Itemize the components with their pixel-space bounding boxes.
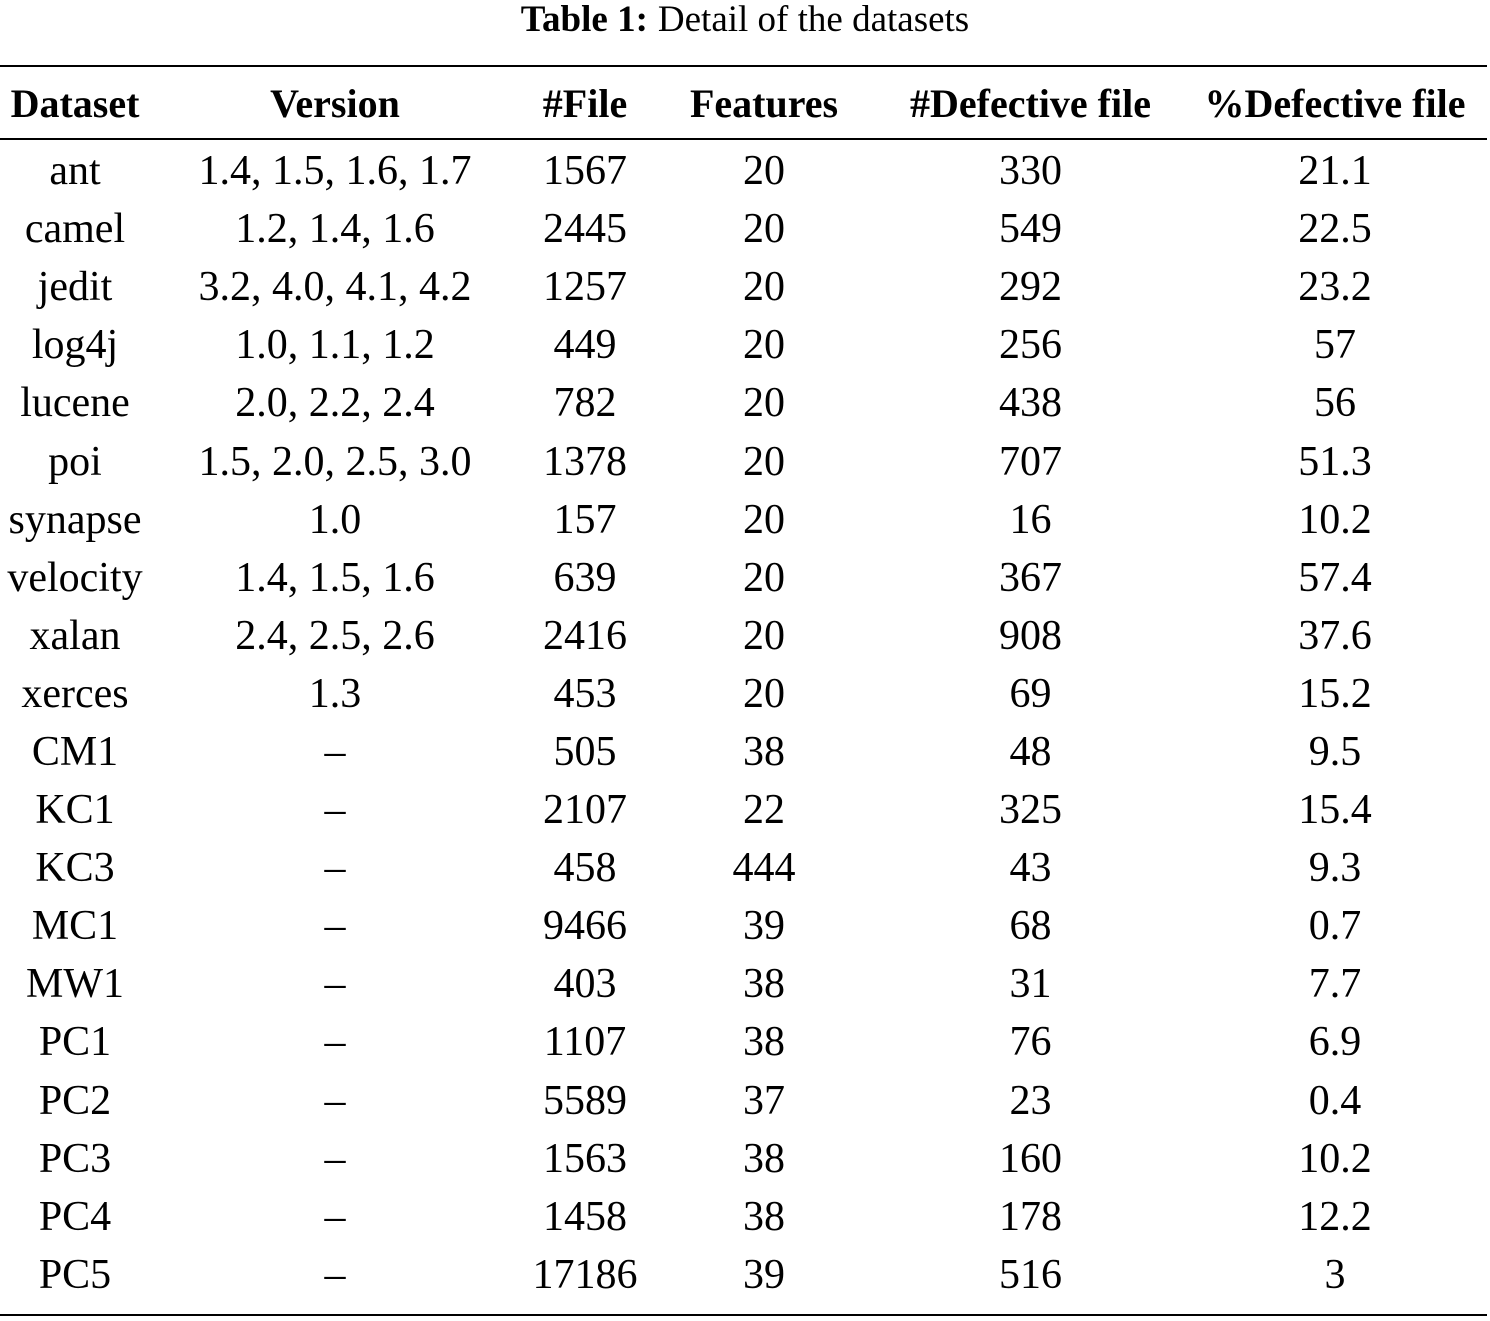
cell-version: – (324, 1251, 346, 1298)
cell-features: 38 (743, 1019, 785, 1066)
cell-version: – (324, 961, 346, 1008)
column-header-dataset: Dataset (10, 80, 140, 126)
cell-dataset: KC3 (35, 845, 115, 892)
cell-dataset: ant (49, 148, 101, 195)
cell-dataset: PC2 (38, 1077, 112, 1124)
cell-dataset: log4j (31, 322, 119, 369)
cell-defective-count: 325 (999, 787, 1062, 834)
cell-defective-count: 43 (1009, 845, 1052, 892)
cell-defective-count: 256 (999, 322, 1062, 369)
table-row (0, 1013, 1487, 1071)
cell-version: 1.4, 1.5, 1.6, 1.7 (198, 148, 472, 195)
cell-file-count: 2107 (543, 787, 627, 834)
cell-file-count: 1378 (543, 438, 627, 485)
cell-file-count: 1458 (543, 1193, 627, 1240)
cell-file-count: 453 (553, 670, 617, 717)
cell-features: 20 (743, 554, 785, 601)
cell-defective-count: 330 (999, 148, 1062, 195)
cell-features: 20 (743, 322, 785, 369)
cell-defective-count: 908 (999, 612, 1062, 659)
cell-file-count: 505 (553, 728, 617, 775)
cell-defective-percent: 10.2 (1298, 496, 1372, 543)
cell-features: 444 (732, 845, 796, 892)
table-row (0, 316, 1487, 374)
cell-dataset: PC3 (38, 1135, 112, 1182)
cell-defective-count: 48 (1009, 728, 1052, 775)
cell-dataset: PC1 (38, 1019, 112, 1066)
cell-version: – (324, 728, 346, 775)
cell-defective-percent: 9.5 (1308, 728, 1362, 775)
cell-dataset: lucene (20, 380, 130, 427)
cell-features: 20 (743, 670, 785, 717)
cell-defective-count: 178 (999, 1193, 1062, 1240)
table-body (0, 138, 1487, 1304)
cell-file-count: 403 (553, 961, 617, 1008)
cell-defective-percent: 56 (1314, 380, 1356, 427)
table-row (0, 1188, 1487, 1246)
cell-features: 39 (743, 1251, 785, 1298)
cell-defective-count: 367 (999, 554, 1062, 601)
table-row (0, 1072, 1487, 1130)
cell-defective-percent: 12.2 (1298, 1193, 1372, 1240)
cell-dataset: xerces (21, 670, 129, 717)
cell-dataset: MW1 (26, 961, 124, 1008)
cell-defective-count: 31 (1009, 961, 1052, 1008)
table-row (0, 665, 1487, 723)
cell-version: 1.0 (308, 496, 362, 543)
table-row (0, 432, 1487, 490)
table-row (0, 200, 1487, 258)
table-row (0, 955, 1487, 1013)
cell-defective-count: 160 (999, 1135, 1062, 1182)
cell-features: 38 (743, 961, 785, 1008)
cell-defective-percent: 0.7 (1308, 903, 1362, 950)
table-row (0, 781, 1487, 839)
cell-version: 2.0, 2.2, 2.4 (235, 380, 435, 427)
column-header-defective-count: #Defective file (910, 80, 1151, 126)
cell-defective-percent: 15.2 (1298, 670, 1372, 717)
cell-defective-count: 438 (999, 380, 1062, 427)
table-row (0, 549, 1487, 607)
cell-defective-count: 69 (1009, 670, 1052, 717)
cell-version: 2.4, 2.5, 2.6 (235, 612, 435, 659)
cell-file-count: 639 (553, 554, 617, 601)
cell-features: 38 (743, 728, 785, 775)
table-caption-label: Table 1: (520, 0, 648, 40)
cell-dataset: xalan (29, 612, 121, 659)
cell-defective-percent: 51.3 (1298, 438, 1372, 485)
cell-defective-percent: 15.4 (1298, 787, 1372, 834)
cell-defective-count: 23 (1009, 1077, 1052, 1124)
cell-dataset: PC5 (38, 1251, 112, 1298)
cell-version: – (324, 903, 346, 950)
cell-defective-count: 68 (1009, 903, 1052, 950)
cell-features: 37 (743, 1077, 785, 1124)
cell-dataset: camel (24, 206, 126, 253)
table-caption (0, 0, 1490, 44)
cell-version: 1.2, 1.4, 1.6 (235, 206, 435, 253)
cell-defective-percent: 7.7 (1308, 961, 1362, 1008)
cell-defective-percent: 57 (1314, 322, 1356, 369)
cell-defective-percent: 22.5 (1298, 206, 1372, 253)
cell-file-count: 1257 (543, 264, 627, 311)
table-row (0, 138, 1487, 200)
cell-file-count: 1107 (543, 1019, 627, 1066)
cell-features: 20 (743, 612, 785, 659)
table-row (0, 374, 1487, 432)
table-row (0, 1130, 1487, 1188)
cell-file-count: 9466 (543, 903, 627, 950)
table-caption-text: Detail of the datasets (657, 0, 970, 40)
cell-features: 20 (743, 148, 785, 195)
cell-defective-count: 76 (1009, 1019, 1052, 1066)
cell-defective-percent: 23.2 (1298, 264, 1372, 311)
cell-dataset: poi (48, 438, 102, 485)
cell-defective-percent: 10.2 (1298, 1135, 1372, 1182)
cell-file-count: 1563 (543, 1135, 627, 1182)
cell-defective-count: 292 (999, 264, 1062, 311)
column-header-file-count: #File (542, 80, 628, 126)
cell-file-count: 2445 (543, 206, 627, 253)
cell-features: 38 (743, 1135, 785, 1182)
cell-defective-count: 516 (999, 1251, 1062, 1298)
cell-features: 20 (743, 438, 785, 485)
cell-version: – (324, 845, 346, 892)
cell-defective-count: 16 (1009, 496, 1052, 543)
cell-file-count: 1567 (543, 148, 627, 195)
cell-features: 22 (743, 787, 785, 834)
cell-defective-percent: 57.4 (1298, 554, 1372, 601)
cell-version: – (324, 1135, 346, 1182)
cell-defective-percent: 3 (1324, 1251, 1346, 1298)
cell-dataset: synapse (8, 496, 142, 543)
table-row (0, 839, 1487, 897)
table-row (0, 1246, 1487, 1304)
table-row (0, 723, 1487, 781)
cell-dataset: velocity (7, 554, 143, 601)
cell-version: 1.5, 2.0, 2.5, 3.0 (198, 438, 472, 485)
top-rule (0, 65, 1487, 67)
cell-version: 1.0, 1.1, 1.2 (235, 322, 435, 369)
cell-defective-count: 707 (999, 438, 1062, 485)
cell-features: 20 (743, 380, 785, 427)
cell-file-count: 157 (553, 496, 617, 543)
cell-version: – (324, 1193, 346, 1240)
cell-dataset: KC1 (35, 787, 115, 834)
table-row (0, 897, 1487, 955)
cell-features: 20 (743, 264, 785, 311)
column-header-features: Features (689, 80, 839, 126)
cell-features: 39 (743, 903, 785, 950)
table-row (0, 607, 1487, 665)
cell-dataset: MC1 (31, 903, 119, 950)
cell-file-count: 17186 (532, 1251, 638, 1298)
cell-defective-percent: 6.9 (1308, 1019, 1362, 1066)
cell-defective-percent: 0.4 (1308, 1077, 1362, 1124)
cell-features: 38 (743, 1193, 785, 1240)
cell-version: – (324, 787, 346, 834)
datasets-table (0, 68, 1487, 1304)
cell-file-count: 5589 (543, 1077, 627, 1124)
cell-features: 20 (743, 206, 785, 253)
table-row (0, 258, 1487, 316)
header-row (0, 68, 1487, 138)
cell-version: – (324, 1019, 346, 1066)
cell-file-count: 449 (553, 322, 617, 369)
cell-file-count: 2416 (543, 612, 627, 659)
cell-dataset: PC4 (38, 1193, 112, 1240)
cell-defective-percent: 21.1 (1298, 148, 1372, 195)
cell-version: – (324, 1077, 346, 1124)
cell-defective-count: 549 (999, 206, 1062, 253)
cell-dataset: jedit (37, 264, 113, 311)
bottom-rule (0, 1314, 1487, 1316)
cell-file-count: 782 (553, 380, 617, 427)
table-row (0, 491, 1487, 549)
cell-version: 3.2, 4.0, 4.1, 4.2 (198, 264, 472, 311)
cell-features: 20 (743, 496, 785, 543)
cell-defective-percent: 37.6 (1298, 612, 1372, 659)
cell-version: 1.4, 1.5, 1.6 (235, 554, 435, 601)
cell-dataset: CM1 (31, 728, 119, 775)
cell-version: 1.3 (308, 670, 362, 717)
cell-defective-percent: 9.3 (1308, 845, 1362, 892)
cell-file-count: 458 (553, 845, 617, 892)
column-header-version: Version (270, 80, 400, 126)
column-header-defective-percent: %Defective file (1204, 80, 1466, 126)
